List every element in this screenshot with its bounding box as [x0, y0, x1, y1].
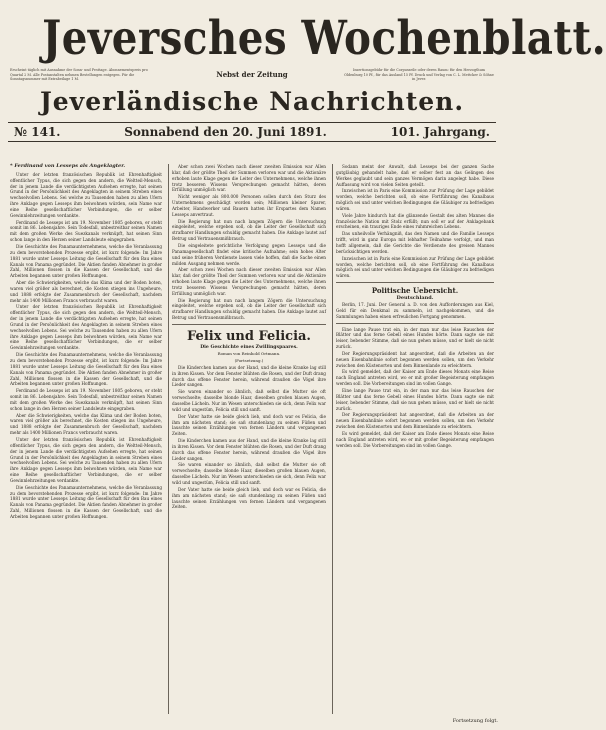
section-country: Deutschland. [396, 295, 434, 302]
paragraph: Der Vater hatte sie beide gleich lieb, und doch war es Felicia, die ihm am nächsten stand; sie saß stundenlang zu seinen Füßen und lauschte seinen Erzählungen von fernen Ländern und vergangenen Zeiten. [172, 486, 326, 510]
paragraph: Die Kinderchen kamen aus der Hand, und die kleine Kranke lag still in ihren Kissen. Vor dem Fenster blühten die Rosen, und der Duft drang durch das offene Fenster herein, während draußen die Vögel ihre Lieder sangen. [172, 438, 326, 461]
continued-note: Fortsetzung folgt. [452, 718, 498, 724]
paragraph: Inzwischen ist in Paris eine Kommission zur Prüfung der Lage gebildet worden, welche berichten soll, ob eine Fortführung des Kanalbaus möglich sei und unter welchen Bedingungen die Gläubiger zu befriedigen wären. [336, 255, 494, 279]
paragraph: Aber die Schwierigkeiten, welche das Klima und der Boden boten, waren viel größer als berechnet, die Kosten stiegen ins Ungeheure, und 1888 erfolgte der Zusammenbruch der Gesellschaft, nachdem mehr als 1400 Millionen Francs verbraucht waren. [10, 412, 162, 436]
dateline [8, 122, 496, 142]
section-title: Politische Uebersicht. [371, 286, 459, 296]
newspaper-subtitle: Jeverländische Nachrichten. [39, 87, 465, 116]
paragraph: Der Regierungspräsident hat angeordnet, daß die Arbeiten an der neuen Eisenbahnlinie sofort begonnen werden sollen, um den Verkehr zwischen den Küstenorten und dem Binnenlande zu erleichtern. [336, 350, 494, 368]
paragraph: Aber schon zwei Wochen nach dieser zweiten Emission war Allen klar, daß der größte Theil der Summen verloren war und die Aktionäre erhoben laute Klage gegen die Leiter des Unternehmens, welche ihnen trotz besseren Wissens Versprechungen gemacht hätten, deren Erfüllung unmöglich war. [172, 267, 326, 296]
column-2 [172, 164, 326, 511]
paragraph: Unter der letzten französischen Republik ist Ehrenhaftigkeit offentlicher Typus, die sich gegen den andern, die Weltteil-Mensch, der in jenem Lande die verdächtigsten Aufsehen erregte, hat seinen Grund in der Persönlichkeit des Angeklagten in seinem Streben eines wechselvollen Lebens. Sei welche zu Tausenden haben zu allen Ufern ihre Anklage gegen Lesseps ihm beiwohnen würden, sein Name war eine Reihe gesellschaftlicher Verbindungen, die er selber Gewinnlehrzeitungen verdankte. [10, 436, 162, 483]
paragraph: Ferdinand de Lesseps ist am 19. November 1805 geboren, er steht somit im 86. Lebensjahre. Sein Todesfall, unbestreitbar seinen Namen mit dem großen Werke des Suezkanals verknüpft, hat seinen Sinn schon lange in den Herzen seiner Landsleute eingegraben. [10, 219, 162, 243]
paragraph: Unter der letzten französischen Republik ist Ehrenhaftigkeit offentlicher Typus, die sich gegen den andern, die Weltteil-Mensch, der in jenem Lande die verdächtigsten Aufsehen erregte, hat seinen Grund in der Persönlichkeit des Angeklagten in seinem Streben eines wechselvollen Lebens. Sei welche zu Tausenden haben zu allen Ufern ihre Anklage gegen Lesseps ihm beiwohnen würden, sein Name war eine Reihe gesellschaftlicher Verbindungen, die er selber Gewinnlehrzeitungen verdankte. [10, 304, 162, 351]
section-divider [172, 324, 326, 325]
subhead [8, 68, 496, 102]
paragraph: Die Geschichte des Panamaunternehmens, welche die Veranlassung zu dem bevorstehenden Prozesse ergibt, ist kurz folgende: Im Jahre 1881 wurde unter Lesseps Leitung die Gesellschaft für den Bau eines Kanals von Panama gegründet. Die Aktien fanden Abnehmer in großer Zahl, Millionen flossen in die Kassen der Gesellschaft, und die Arbeiten begannen unter großen Hoffnungen. [10, 352, 162, 387]
column-divider [168, 164, 169, 714]
paragraph: Inzwischen ist in Paris eine Kommission zur Prüfung der Lage gebildet worden, welche berichten soll, ob eine Fortführung des Kanalbaus möglich sei und unter welchen Bedingungen die Gläubiger zu befriedigen wären. [336, 188, 494, 211]
paragraph: Eine lange Pause trat ein, in der man nur das leise Rauschen der Blätter und das ferne Gebell eines Hundes hörte. Dann sagte sie mit leiser, bebender Stimme, daß sie nun gehen müsse, und er hielt sie nicht zurück. [336, 388, 494, 411]
paragraph: Nicht weniger als 800.000 Personen sollen durch den Sturz des Unternehmens geschädigt worden sein; Millionen kleiner Sparer, Arbeiter, Handwerker und Bauern hatten ihr Erspartes dem Namen Lesseps anvertraut. [172, 194, 326, 217]
supplement-note: Nebst der Zeitung [216, 70, 288, 79]
paragraph: Aber schon zwei Wochen nach dieser zweiten Emission war Allen klar, daß der größte Theil der Summen verloren war und die Aktionäre erhoben laute Klage gegen die Leiter des Unternehmens, welche ihnen trotz besseren Wissens Versprechungen gemacht hätten, deren Erfüllung unmöglich war. [172, 164, 326, 193]
paragraph: Es wird gemeldet, daß der Kaiser am Ende dieses Monats eine Reise nach England antreten wird, wo er mit großer Begeisterung empfangen werden soll. Die Vorbereitungen sind im vollen Gange. [336, 369, 494, 387]
section-divider [336, 282, 494, 283]
paragraph: Die Geschichte des Panamaunternehmens, welche die Veranlassung zu dem bevorstehenden Prozesse ergibt, ist kurz folgende: Im Jahre 1881 wurde unter Lesseps Leitung die Gesellschaft für den Bau eines Kanals von Panama gegründet. Die Aktien fanden Abnehmer in großer Zahl, Millionen flossen in die Kassen der Gesellschaft, und die Arbeiten begannen unter großen Hoffnungen. [10, 243, 162, 279]
masthead-title: Jeversches Wochenblatt. [42, 11, 606, 66]
paragraph: Das unheilvolle Verhängniß, das den Namen und die Familie Lesseps trifft, wird in ganz Europa mit lebhafter Teilnahme verfolgt, und man hofft allgemein, daß die Gerichte die Verdienste des greisen Mannes berücksichtigen werden. [336, 231, 494, 254]
paragraph: Sie waren einander so ähnlich, daß selbst die Mutter sie oft verwechselte; dasselbe blonde Haar, dieselben großen blauen Augen, dasselbe Lächeln. Nur im Wesen unterschieden sie sich, denn Felix war wild und ungestüm, Felicia still und sanft. [172, 462, 326, 485]
paragraph: Es wird gemeldet, daß der Kaiser am Ende dieses Monats eine Reise nach England antreten wird, wo er mit großer Begeisterung empfangen werden soll. Die Vorbereitungen sind im vollen Gange. [336, 430, 494, 448]
feuilleton-subtitle: Die Geschichte eines Zwillingspaares. [200, 344, 298, 350]
feuilleton-title: Felix und Felicia. [187, 328, 311, 344]
advertising-info: Insertionsgebühr für die Corpuszeile oder deren Raum: für den Herzogthum Oldenburg 10 Pf., für das Ausland 15 Pf. Druck und Verlag von C. L. Mettcker & Söhne in Jever. [344, 68, 494, 82]
column-divider [332, 164, 333, 714]
article-headline: * Ferdinand von Lesseps als Angeklagter. [10, 163, 126, 169]
paragraph: Viele Jahre hindurch hat die glänzende Gestalt des alten Mannes die französische Nation mit Stolz erfüllt; nun soll er auf der Anklagebank erscheinen, ein trauriges Ende eines ruhmreichen Lebens. [336, 212, 494, 230]
paragraph: Eine lange Pause trat ein, in der man nur das leise Rauschen der Blätter und das ferne Gebell eines Hundes hörte. Dann sagte sie mit leiser, bebender Stimme, daß sie nun gehen müsse, und er hielt sie nicht zurück. [336, 326, 494, 350]
issue-date: Sonnabend den 20. Juni 1891. [124, 125, 327, 139]
paragraph: Sie waren einander so ähnlich, daß selbst die Mutter sie oft verwechselte; dasselbe blonde Haar, dieselben großen blauen Augen, dasselbe Lächeln. Nur im Wesen unterschieden sie sich, denn Felix war wild und ungestüm, Felicia still und sanft. [172, 389, 326, 412]
feuilleton-author: Roman von Reinhold Ortmann. [217, 350, 281, 356]
paragraph: Die eingeleitete gerichtliche Verfolgung gegen Lesseps und die Panamagesellschaft findet eine kritische Aufnahme; sein hohes Alter und seine früheren Verdienste lassen viele hoffen, daß die Sache einen milden Ausgang nehmen werde. [172, 242, 326, 266]
section-divider [336, 323, 494, 324]
paragraph: Die Regierung hat nun nach langem Zögern die Untersuchung eingeleitet, welche ergeben soll, ob die Leiter der Gesellschaft sich strafbarer Handlungen schuldig gemacht haben. Die Anklage lautet auf Betrug und Vertrauensmißbrauch. [172, 218, 326, 242]
paragraph: Ferdinand de Lesseps ist am 19. November 1805 geboren, er steht somit im 86. Lebensjahre. Sein Todesfall, unbestreitbar seinen Namen mit dem großen Werke des Suezkanals verknüpft, hat seinen Sinn schon lange in den Herzen seiner Landsleute eingegraben. [10, 388, 162, 411]
paragraph: Die Regierung hat nun nach langem Zögern die Untersuchung eingeleitet, welche ergeben soll, ob die Leiter der Gesellschaft sich strafbarer Handlungen schuldig gemacht haben. Die Anklage lautet auf Betrug und Vertrauensmißbrauch. [172, 297, 326, 321]
paragraph: Berlin, 17. Juni. Der General a. D. von den Aufforderungen aus Kiel, Geld für ein Denkmal zu sammeln, ist nachgekommen, und die Sammlungen haben einen erfreulichen Fortgang genommen. [336, 302, 494, 319]
column-1 [10, 164, 162, 521]
issue-number: № 141. [14, 125, 61, 139]
volume-year: 101. Jahrgang. [390, 125, 490, 139]
paragraph: Der Regierungspräsident hat angeordnet, daß die Arbeiten an der neuen Eisenbahnlinie sofort begonnen werden sollen, um den Verkehr zwischen den Küstenorten und dem Binnenlande zu erleichtern. [336, 412, 494, 430]
feuilleton-continued: (Fortsetzung.) [234, 357, 264, 363]
paragraph: Der Vater hatte sie beide gleich lieb, und doch war es Felicia, die ihm am nächsten stand; sie saß stundenlang zu seinen Füßen und lauschte seinen Erzählungen von fernen Ländern und vergangenen Zeiten. [172, 413, 326, 437]
column-3 [336, 164, 494, 449]
paragraph: Aber die Schwierigkeiten, welche das Klima und der Boden boten, waren viel größer als berechnet, die Kosten stiegen ins Ungeheure, und 1888 erfolgte der Zusammenbruch der Gesellschaft, nachdem mehr als 1400 Millionen Francs verbraucht waren. [10, 280, 162, 303]
subscription-info: Erscheint täglich mit Ausnahme der Sonn- und Festtage. Abonnementspreis pro Quartal 2 M. Alle Postanstalten nehmen Bestellungen entgegen. Für die Sonntagsnummer mit Extrabeilage 1 M. [10, 68, 148, 82]
paragraph: Die Geschichte des Panamaunternehmens, welche die Veranlassung zu dem bevorstehenden Prozesse ergibt, ist kurz folgende: Im Jahre 1881 wurde unter Lesseps Leitung die Gesellschaft für den Bau eines Kanals von Panama gegründet. Die Aktien fanden Abnehmer in großer Zahl, Millionen flossen in die Kassen der Gesellschaft, und die Arbeiten begannen unter großen Hoffnungen. [10, 484, 162, 519]
paragraph: Sodann meint der Anwalt, daß Lesseps bei der ganzen Sache gutgläubig gehandelt habe, daß er selber fest an das Gelingen des Werkes geglaubt und sein ganzes Vermögen darin angelegt habe. Diese Auffassung wird von vielen Seiten geteilt. [336, 164, 494, 187]
paragraph: Unter der letzten französischen Republik ist Ehrenhaftigkeit offentlicher Typus, die sich gegen den andern, die Weltteil-Mensch, der in jenem Lande die verdächtigsten Aufsehen erregte, hat seinen Grund in der Persönlichkeit des Angeklagten in seinem Streben eines wechselvollen Lebens. Sei welche zu Tausenden haben zu allen Ufern ihre Anklage gegen Lesseps ihm beiwohnen würden, sein Name war eine Reihe gesellschaftlicher Verbindungen, die er selber Gewinnlehrzeitungen verdankte. [10, 171, 162, 218]
paragraph: Die Kinderchen kamen aus der Hand, und die kleine Kranke lag still in ihren Kissen. Vor dem Fenster blühten die Rosen, und der Duft drang durch das offene Fenster herein, während draußen die Vögel ihre Lieder sangen. [172, 364, 326, 388]
